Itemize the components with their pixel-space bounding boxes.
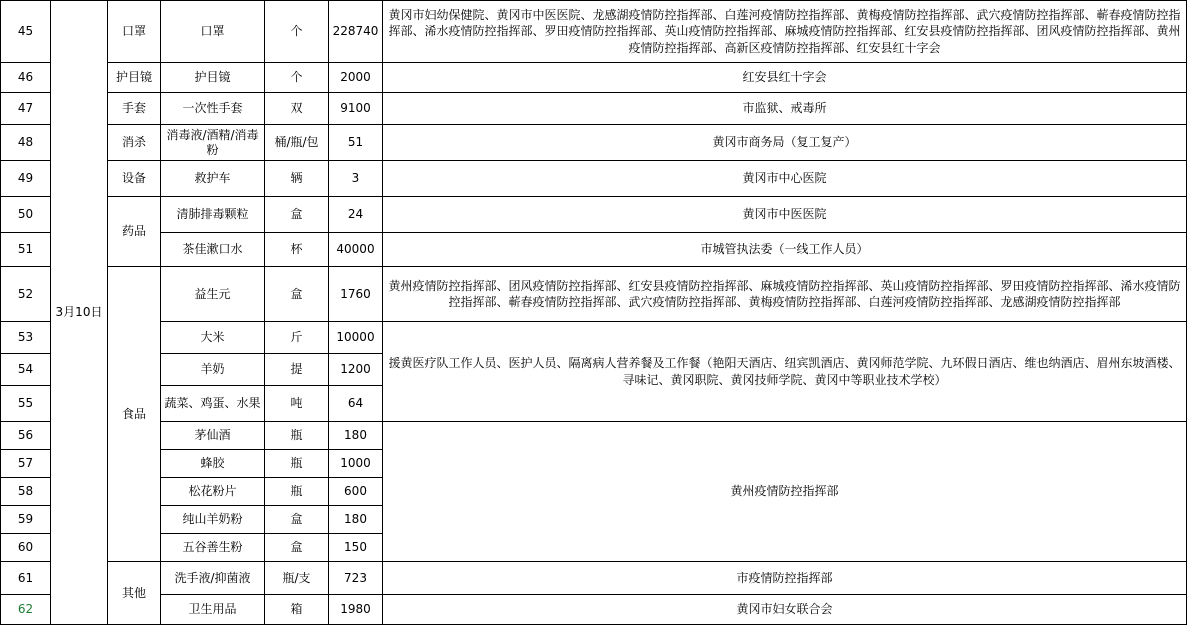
table-row (1, 197, 1187, 233)
row-number: 60 (1, 534, 51, 562)
unit-cell: 辆 (265, 161, 329, 197)
quantity-cell: 1200 (329, 354, 383, 386)
quantity-cell: 228740 (329, 1, 383, 63)
item-name: 蜂胶 (161, 450, 265, 478)
table-row (1, 422, 1187, 450)
unit-cell: 瓶 (265, 422, 329, 450)
unit-cell: 盒 (265, 197, 329, 233)
unit-cell: 提 (265, 354, 329, 386)
recipient-cell: 红安县红十字会 (383, 63, 1187, 93)
item-name: 茅仙酒 (161, 422, 265, 450)
table-row (1, 125, 1187, 161)
quantity-cell: 150 (329, 534, 383, 562)
category-cell: 食品 (108, 267, 161, 562)
item-name: 洗手液/抑菌液 (161, 562, 265, 595)
item-name: 护目镜 (161, 63, 265, 93)
recipient-cell: 市疫情防控指挥部 (383, 562, 1187, 595)
category-cell: 护目镜 (108, 63, 161, 93)
quantity-cell: 1000 (329, 450, 383, 478)
unit-cell: 个 (265, 63, 329, 93)
category-cell: 口罩 (108, 1, 161, 63)
row-number: 46 (1, 63, 51, 93)
item-name: 救护车 (161, 161, 265, 197)
unit-cell: 桶/瓶/包 (265, 125, 329, 161)
date-cell: 3月10日 (51, 1, 108, 625)
item-name: 纯山羊奶粉 (161, 506, 265, 534)
row-number: 52 (1, 267, 51, 322)
unit-cell: 瓶/支 (265, 562, 329, 595)
category-cell: 设备 (108, 161, 161, 197)
item-name: 松花粉片 (161, 478, 265, 506)
unit-cell: 盒 (265, 506, 329, 534)
quantity-cell: 10000 (329, 322, 383, 354)
quantity-cell: 2000 (329, 63, 383, 93)
table-row (1, 267, 1187, 322)
unit-cell: 个 (265, 1, 329, 63)
row-number: 55 (1, 386, 51, 422)
category-cell: 药品 (108, 197, 161, 267)
recipient-cell: 援黄医疗队工作人员、医护人员、隔离病人营养餐及工作餐（艳阳天酒店、纽宾凯酒店、黄冈师范学院、九环假日酒店、维也纳酒店、眉州东坡酒楼、寻味记、黄冈职院、黄冈技师学院、黄冈中等职业技术学校） (383, 322, 1187, 422)
quantity-cell: 723 (329, 562, 383, 595)
item-name: 大米 (161, 322, 265, 354)
table-row (1, 322, 1187, 354)
item-name: 卫生用品 (161, 595, 265, 625)
table-row (1, 233, 1187, 267)
row-number: 49 (1, 161, 51, 197)
unit-cell: 盒 (265, 267, 329, 322)
quantity-cell: 24 (329, 197, 383, 233)
row-number: 54 (1, 354, 51, 386)
table-row (1, 161, 1187, 197)
quantity-cell: 51 (329, 125, 383, 161)
row-number: 61 (1, 562, 51, 595)
recipient-cell: 市监狱、戒毒所 (383, 93, 1187, 125)
item-name: 口罩 (161, 1, 265, 63)
unit-cell: 吨 (265, 386, 329, 422)
recipient-cell: 黄冈市商务局（复工复产） (383, 125, 1187, 161)
item-name: 消毒液/酒精/消毒粉 (161, 125, 265, 161)
quantity-cell: 180 (329, 422, 383, 450)
unit-cell: 箱 (265, 595, 329, 625)
table-row (1, 63, 1187, 93)
unit-cell: 斤 (265, 322, 329, 354)
category-cell: 其他 (108, 562, 161, 625)
table-row (1, 595, 1187, 625)
item-name: 益生元 (161, 267, 265, 322)
item-name: 一次性手套 (161, 93, 265, 125)
recipient-cell: 黄冈市妇幼保健院、黄冈市中医医院、龙感湖疫情防控指挥部、白莲河疫情防控指挥部、黄梅疫情防控指挥部、武穴疫情防控指挥部、蕲春疫情防控指挥部、浠水疫情防控指挥部、罗田疫情防控指挥部、英山疫情防控指挥部、麻城疫情防控指挥部、红安县疫情防控指挥部、团风疫情防控指挥部、黄州疫情防控指挥部、高新区疫情防控指挥部、红安县红十字会 (383, 1, 1187, 63)
recipient-cell: 市城管执法委（一线工作人员） (383, 233, 1187, 267)
quantity-cell: 1980 (329, 595, 383, 625)
table-row (1, 1, 1187, 63)
quantity-cell: 9100 (329, 93, 383, 125)
quantity-cell: 40000 (329, 233, 383, 267)
row-number: 59 (1, 506, 51, 534)
row-number: 48 (1, 125, 51, 161)
row-number: 53 (1, 322, 51, 354)
category-cell: 消杀 (108, 125, 161, 161)
table-row (1, 562, 1187, 595)
row-number: 50 (1, 197, 51, 233)
item-name: 五谷善生粉 (161, 534, 265, 562)
row-number: 45 (1, 1, 51, 63)
item-name: 茶佳漱口水 (161, 233, 265, 267)
unit-cell: 瓶 (265, 450, 329, 478)
recipient-cell: 黄州疫情防控指挥部、团风疫情防控指挥部、红安县疫情防控指挥部、麻城疫情防控指挥部、英山疫情防控指挥部、罗田疫情防控指挥部、浠水疫情防控指挥部、蕲春疫情防控指挥部、武穴疫情防控指挥部、黄梅疫情防控指挥部、白莲河疫情防控指挥部、龙感湖疫情防控指挥部 (383, 267, 1187, 322)
quantity-cell: 64 (329, 386, 383, 422)
row-number: 57 (1, 450, 51, 478)
row-number: 47 (1, 93, 51, 125)
recipient-cell: 黄冈市中医医院 (383, 197, 1187, 233)
category-cell: 手套 (108, 93, 161, 125)
item-name: 羊奶 (161, 354, 265, 386)
recipient-cell: 黄冈市中心医院 (383, 161, 1187, 197)
item-name: 蔬菜、鸡蛋、水果 (161, 386, 265, 422)
recipient-cell: 黄冈市妇女联合会 (383, 595, 1187, 625)
recipient-cell: 黄州疫情防控指挥部 (383, 422, 1187, 562)
quantity-cell: 1760 (329, 267, 383, 322)
unit-cell: 盒 (265, 534, 329, 562)
row-number: 51 (1, 233, 51, 267)
unit-cell: 杯 (265, 233, 329, 267)
item-name: 清肺排毒颗粒 (161, 197, 265, 233)
row-number: 56 (1, 422, 51, 450)
unit-cell: 双 (265, 93, 329, 125)
quantity-cell: 3 (329, 161, 383, 197)
row-number: 62 (1, 595, 51, 625)
quantity-cell: 180 (329, 506, 383, 534)
table-row (1, 93, 1187, 125)
unit-cell: 瓶 (265, 478, 329, 506)
quantity-cell: 600 (329, 478, 383, 506)
row-number: 58 (1, 478, 51, 506)
